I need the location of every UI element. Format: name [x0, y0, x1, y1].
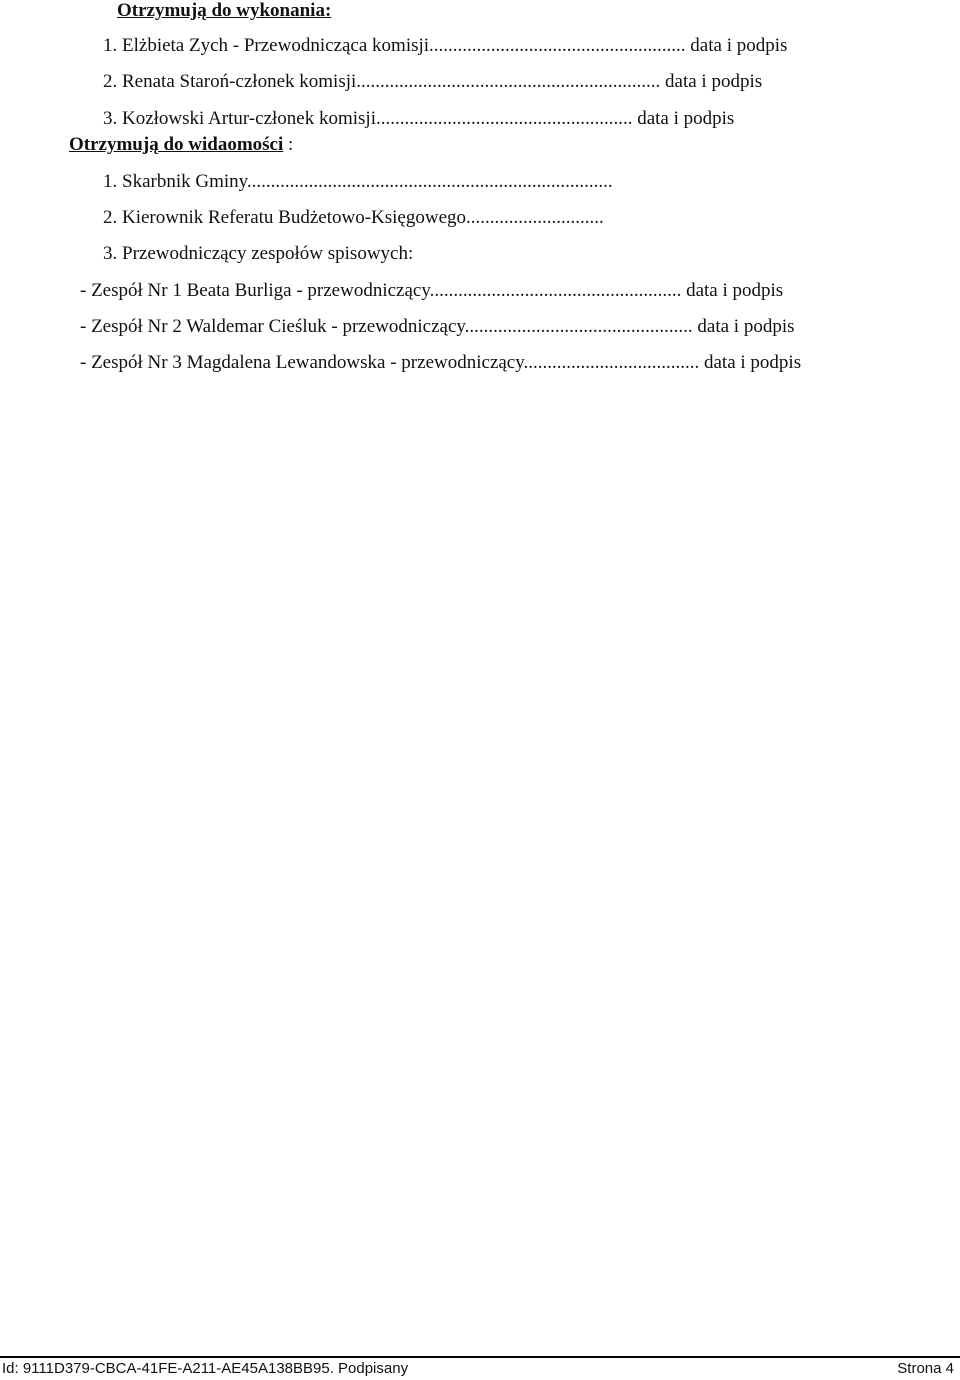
- list-item: 1. Elżbieta Zych - Przewodnicząca komisji...................................................... data i podpis: [103, 35, 788, 56]
- section-heading-wiadomosc-text: Otrzymują do widaomości: [69, 134, 284, 155]
- footer-divider: [0, 1356, 960, 1358]
- team-item: - Zespół Nr 2 Waldemar Cieśluk - przewodniczący................................................ data i podpis: [80, 316, 795, 337]
- list-item: 2. Renata Staroń-członek komisji................................................................ data i podpis: [103, 71, 763, 92]
- list-item: 3. Przewodniczący zespołów spisowych:: [103, 243, 414, 264]
- list-item: 1. Skarbnik Gminy.............................................................................: [103, 171, 613, 192]
- footer-document-id: Id: 9111D379-CBCA-41FE-A211-AE45A138BB95. Podpisany: [2, 1360, 409, 1377]
- section-heading-wiadomosc: [69, 134, 293, 156]
- section-heading-wykonanie: Otrzymują do wykonania:: [117, 0, 332, 21]
- team-item: - Zespół Nr 1 Beata Burliga - przewodniczący..................................................... data i podpis: [80, 280, 784, 301]
- team-item: - Zespół Nr 3 Magdalena Lewandowska - przewodniczący..................................... data i podpis: [80, 352, 802, 373]
- list-item: 2. Kierownik Referatu Budżetowo-Księgowego.............................: [103, 207, 604, 228]
- footer-page-number: Strona 4: [897, 1360, 954, 1377]
- section-heading-suffix: :: [283, 134, 294, 155]
- list-item: 3. Kozłowski Artur-członek komisji...................................................... data i podpis: [103, 108, 735, 129]
